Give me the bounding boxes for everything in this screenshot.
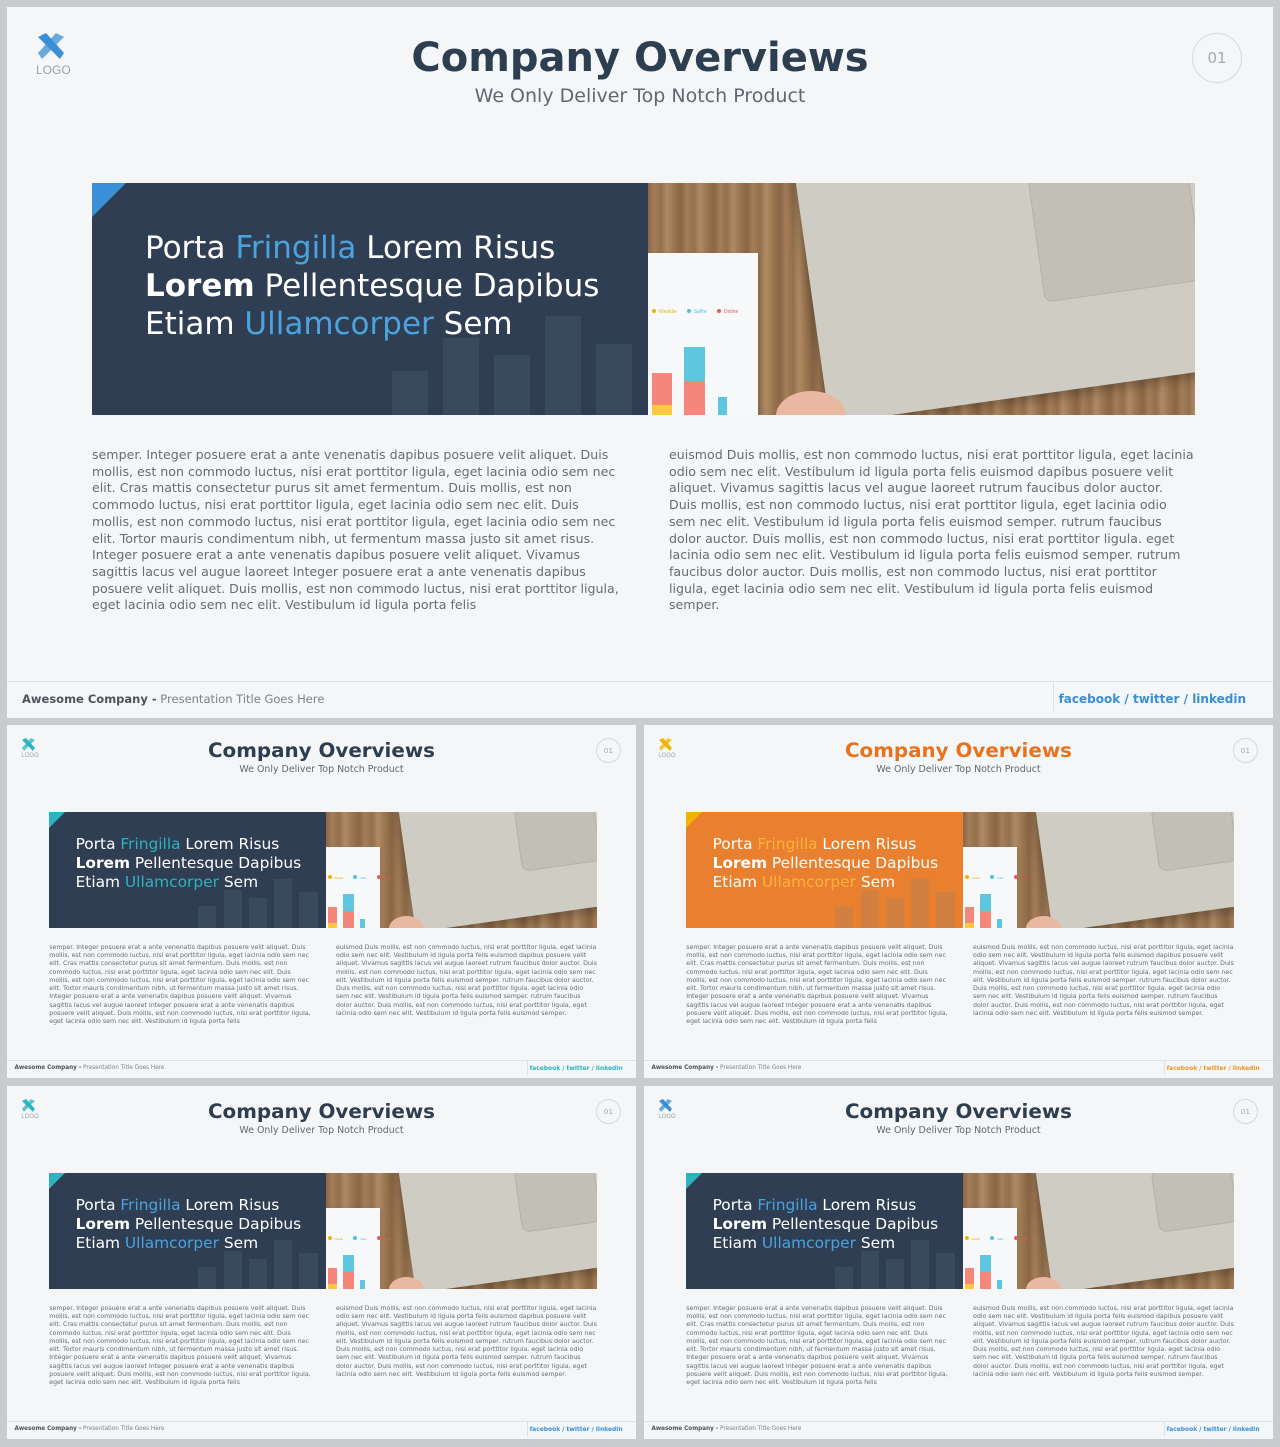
laptop-image [1034,1173,1235,1288]
headline-text: Porta [75,835,121,854]
headline-line-2 [713,1215,939,1234]
social-links [1167,1426,1260,1433]
page-number: 01 [1192,33,1242,83]
hero-banner [686,812,1234,927]
banner-photo [326,1173,598,1288]
report-paper [326,1208,391,1289]
banner-headline [713,1196,939,1253]
headline-line-2 [76,854,302,873]
banner-corner-accent [92,183,126,217]
body-text-right: euismod Duis mollis, est non commodo luctus, nisi erat porttitor ligula, eget lacinia odio sem nec elit. Vestibulum id ligula porta felis euismod dapibus posuere velit aliquet. Vivamus sagittis lacus vel augue laoreet rutrum faucibus dolor auctor. Duis mollis, est non commodo luctus, nisi erat porttitor ligula, eget lacinia odio sem nec elit. Vestibulum id ligula porta felis euismod semper. rutrum faucibus dolor auctor. Duis mollis, est non commodo luctus, nisi erat porttitor ligula. eget lacinia odio sem nec elit. Vestibulum id ligula porta felis euismod semper. rutrum faucibus dolor auctor. Duis mollis, est non commodo luctus, nisi erat porttitor ligula, eget lacinia odio sem nec elit. Vestibulum id ligula porta felis euismod semper. [973,943,1234,1018]
pattern-bar [596,344,632,416]
headline-text: Etiam [712,873,762,892]
slide-4 [7,1086,636,1439]
social-link-facebook[interactable]: facebook [529,1065,561,1073]
hero-banner [49,812,597,927]
headline-text: Pellentesque Dapibus [767,854,939,873]
banner-photo [326,812,598,927]
footer-presentation-title [651,1065,801,1071]
legend-item: Saflre [353,875,366,880]
pattern-bar [392,371,428,415]
pattern-bar [224,890,242,928]
slide-1 [7,7,1273,718]
page-number: 01 [1233,738,1258,763]
footer-vertical-divider [1053,681,1054,711]
social-separator: / [1179,692,1193,706]
social-separator: / [560,1426,567,1434]
pattern-bar [861,890,879,928]
pattern-bar [299,892,317,928]
social-link-twitter[interactable]: twitter [566,1065,590,1073]
body-text-right: euismod Duis mollis, est non commodo luctus, nisi erat porttitor ligula, eget lacinia odio sem nec elit. Vestibulum id ligula porta felis euismod dapibus posuere velit aliquet. Vivamus sagittis lacus vel augue laoreet rutrum faucibus dolor auctor. Duis mollis, est non commodo luctus, nisi erat porttitor ligula, eget lacinia odio sem nec elit. Vestibulum id ligula porta felis euismod semper. rutrum faucibus dolor auctor. Duis mollis, est non commodo luctus, nisi erat porttitor ligula. eget lacinia odio sem nec elit. Vestibulum id ligula porta felis euismod semper. rutrum faucibus dolor auctor. Duis mollis, est non commodo luctus, nisi erat porttitor ligula, eget lacinia odio sem nec elit. Vestibulum id ligula porta felis euismod semper. [336,1304,597,1379]
headline-text: Pellentesque Dapibus [130,1215,302,1234]
headline-text: Porta [145,230,236,266]
footer-company: Awesome Company - [651,1065,719,1072]
slide-5 [644,1086,1273,1439]
headline-highlight: Ullamcorper [124,873,219,892]
chart-legend [328,1236,391,1241]
banner-corner-accent [49,1173,65,1189]
footer-company: Awesome Company - [14,1065,82,1072]
report-paper [963,1208,1028,1289]
legend-item: Weaklie [328,875,344,880]
headline-highlight: Ullamcorper [244,306,434,342]
pattern-bar [224,1251,242,1289]
page-subtitle: We Only Deliver Top Notch Product [239,763,404,775]
pattern-bar [886,898,904,928]
laptop-trackpad [1151,812,1235,871]
headline-bold: Lorem [145,268,255,304]
pattern-bar [936,892,954,928]
pattern-bar [198,1267,216,1289]
chart-bar [328,923,338,928]
headline-line-3 [713,1234,939,1253]
headline-text: Etiam [75,1234,125,1253]
footer-title: Presentation Title Goes Here [718,1065,802,1072]
legend-item: Online [1014,875,1028,880]
headline-line-3 [76,1234,302,1253]
page-subtitle: We Only Deliver Top Notch Product [876,763,1041,775]
footer-title: Presentation Title Goes Here [81,1426,165,1433]
chart-legend [965,875,1028,880]
logo-text: LOGO [658,752,676,759]
social-link-twitter[interactable]: twitter [566,1426,590,1434]
headline-line-1 [145,229,599,267]
social-link-facebook[interactable]: facebook [1166,1065,1198,1073]
headline-text: Porta [712,1196,758,1215]
chart-bar [965,1284,975,1289]
headline-highlight: Ullamcorper [761,1234,856,1253]
social-links [530,1426,623,1433]
logo-text: LOGO [21,752,39,759]
body-text-left: semper. Integer posuere erat a ante venenatis dapibus posuere velit aliquet. Duis mollis, est non commodo luctus, nisi erat porttitor ligula, eget lacinia odio sem nec elit. Cras mattis consectetur purus sit amet fermentum. Duis mollis, est non commodo luctus, nisi erat porttitor ligula, eget lacinia odio sem nec elit. Duis mollis, est non commodo luctus, nisi erat porttitor ligula, eget lacinia odio sem nec elit. Tortor mauris condimentum nibh, ut fermentum massa justo sit amet risus. Integer posuere erat a ante venenatis dapibus posuere velit aliquet. Vivamus sagittis lacus vel augue laoreet Integer posuere erat a ante venenatis dapibus posuere velit aliquet. Duis mollis, est non commodo luctus, nisi erat porttitor ligula, eget lacinia odio sem nec elit. Vestibulum id ligula porta felis [686,943,948,1026]
social-link-linkedin[interactable]: linkedin [1192,692,1246,706]
social-separator: / [1226,1426,1233,1434]
footer-company: Awesome Company - [14,1426,82,1433]
chart-bar [980,1272,990,1289]
pattern-bar [861,1251,879,1289]
social-links [530,1065,623,1072]
footer-divider [644,1421,1273,1422]
headline-line-3 [713,873,939,892]
headline-text: Etiam [75,873,125,892]
slide-3 [644,725,1273,1078]
footer-presentation-title [14,1065,164,1071]
page-title: Company Overviews [207,738,435,762]
headline-highlight: Fringilla [757,1196,818,1215]
banner-corner-accent [686,1173,702,1189]
legend-item: Online [377,875,391,880]
pattern-bar [936,1253,954,1289]
pattern-bar [886,1259,904,1289]
social-separator: / [1197,1065,1204,1073]
banner-photo [648,183,1195,415]
slide-2 [7,725,636,1078]
social-link-facebook[interactable]: facebook [529,1426,561,1434]
footer-vertical-divider [527,1421,528,1436]
body-text-right: euismod Duis mollis, est non commodo luctus, nisi erat porttitor ligula, eget lacinia odio sem nec elit. Vestibulum id ligula porta felis euismod dapibus posuere velit aliquet. Vivamus sagittis lacus vel augue laoreet rutrum faucibus dolor auctor. Duis mollis, est non commodo luctus, nisi erat porttitor ligula, eget lacinia odio sem nec elit. Vestibulum id ligula porta felis euismod semper. rutrum faucibus dolor auctor. Duis mollis, est non commodo luctus, nisi erat porttitor ligula. eget lacinia odio sem nec elit. Vestibulum id ligula porta felis euismod semper. rutrum faucibus dolor auctor. Duis mollis, est non commodo luctus, nisi erat porttitor ligula, eget lacinia odio sem nec elit. Vestibulum id ligula porta felis euismod semper. [669,447,1194,613]
hero-banner [686,1173,1234,1288]
headline-text: Sem [855,1234,896,1253]
laptop-image [1034,812,1235,927]
body-text-left: semper. Integer posuere erat a ante venenatis dapibus posuere velit aliquet. Duis mollis, est non commodo luctus, nisi erat porttitor ligula, eget lacinia odio sem nec elit. Cras mattis consectetur purus sit amet fermentum. Duis mollis, est non commodo luctus, nisi erat porttitor ligula, eget lacinia odio sem nec elit. Duis mollis, est non commodo luctus, nisi erat porttitor ligula, eget lacinia odio sem nec elit. Tortor mauris condimentum nibh, ut fermentum massa justo sit amet risus. Integer posuere erat a ante venenatis dapibus posuere velit aliquet. Vivamus sagittis lacus vel augue laoreet Integer posuere erat a ante venenatis dapibus posuere velit aliquet. Duis mollis, est non commodo luctus, nisi erat porttitor ligula, eget lacinia odio sem nec elit. Vestibulum id ligula porta felis [49,943,311,1026]
banner-corner-accent [49,812,65,828]
laptop-image [397,812,598,927]
page-title: Company Overviews [844,738,1072,762]
footer-company: Awesome Company - [651,1426,719,1433]
body-text-right: euismod Duis mollis, est non commodo luctus, nisi erat porttitor ligula, eget lacinia odio sem nec elit. Vestibulum id ligula porta felis euismod dapibus posuere velit aliquet. Vivamus sagittis lacus vel augue laoreet rutrum faucibus dolor auctor. Duis mollis, est non commodo luctus, nisi erat porttitor ligula, eget lacinia odio sem nec elit. Vestibulum id ligula porta felis euismod semper. rutrum faucibus dolor auctor. Duis mollis, est non commodo luctus, nisi erat porttitor ligula. eget lacinia odio sem nec elit. Vestibulum id ligula porta felis euismod semper. rutrum faucibus dolor auctor. Duis mollis, est non commodo luctus, nisi erat porttitor ligula, eget lacinia odio sem nec elit. Vestibulum id ligula porta felis euismod semper. [973,1304,1234,1379]
legend-item: Weaklie [328,1236,344,1241]
banner-photo [963,1173,1235,1288]
chart-bar [328,1284,338,1289]
social-links [1167,1065,1260,1072]
hero-banner [92,183,1195,415]
body-text-right: euismod Duis mollis, est non commodo luctus, nisi erat porttitor ligula, eget lacinia odio sem nec elit. Vestibulum id ligula porta felis euismod dapibus posuere velit aliquet. Vivamus sagittis lacus vel augue laoreet rutrum faucibus dolor auctor. Duis mollis, est non commodo luctus, nisi erat porttitor ligula, eget lacinia odio sem nec elit. Vestibulum id ligula porta felis euismod semper. rutrum faucibus dolor auctor. Duis mollis, est non commodo luctus, nisi erat porttitor ligula. eget lacinia odio sem nec elit. Vestibulum id ligula porta felis euismod semper. rutrum faucibus dolor auctor. Duis mollis, est non commodo luctus, nisi erat porttitor ligula, eget lacinia odio sem nec elit. Vestibulum id ligula porta felis euismod semper. [336,943,597,1018]
laptop-image [397,1173,598,1288]
body-text-left: semper. Integer posuere erat a ante venenatis dapibus posuere velit aliquet. Duis mollis, est non commodo luctus, nisi erat porttitor ligula, eget lacinia odio sem nec elit. Cras mattis consectetur purus sit amet fermentum. Duis mollis, est non commodo luctus, nisi erat porttitor ligula, eget lacinia odio sem nec elit. Duis mollis, est non commodo luctus, nisi erat porttitor ligula, eget lacinia odio sem nec elit. Tortor mauris condimentum nibh, ut fermentum massa justo sit amet risus. Integer posuere erat a ante venenatis dapibus posuere velit aliquet. Vivamus sagittis lacus vel augue laoreet Integer posuere erat a ante venenatis dapibus posuere velit aliquet. Duis mollis, est non commodo luctus, nisi erat porttitor ligula, eget lacinia odio sem nec elit. Vestibulum id ligula porta felis [49,1304,311,1387]
headline-text: Lorem Risus [180,835,280,854]
footer-divider [7,681,1273,682]
headline-line-2 [145,267,599,305]
pattern-bar [835,906,853,928]
headline-line-2 [713,854,939,873]
headline-bold: Lorem [712,854,768,873]
headline-highlight: Ullamcorper [761,873,856,892]
legend-item: Online [377,1236,391,1241]
banner-headline [713,835,939,892]
laptop-trackpad [1027,183,1195,303]
report-paper [326,847,391,928]
social-link-twitter[interactable]: twitter [1203,1065,1227,1073]
banner-headline [145,229,599,343]
banner-headline [76,835,302,892]
hero-banner [49,1173,597,1288]
headline-line-1 [76,835,302,854]
headline-highlight: Ullamcorper [124,1234,219,1253]
headline-line-2 [76,1215,302,1234]
chart-legend [965,1236,1028,1241]
chart-legend [328,875,391,880]
headline-line-1 [76,1196,302,1215]
legend-item: Saflre [687,309,707,315]
legend-item: Saflre [990,1236,1003,1241]
headline-text: Pellentesque Dapibus [767,1215,939,1234]
pattern-bar [443,338,479,415]
pattern-bar [494,355,530,416]
chart-bar [965,923,975,928]
headline-line-1 [713,835,939,854]
logo-text: LOGO [21,1113,39,1120]
headline-text: Sem [218,1234,259,1253]
banner-photo [963,812,1235,927]
page-title: Company Overviews [411,35,869,81]
legend-item: Weaklie [652,309,677,315]
headline-text: Porta [712,835,758,854]
headline-text: Etiam [712,1234,762,1253]
banner-corner-accent [686,812,702,828]
footer-title: Presentation Title Goes Here [81,1065,165,1072]
footer-presentation-title [22,692,324,706]
chart-bar [718,397,727,415]
social-separator: / [589,1426,596,1434]
headline-text: Sem [855,873,896,892]
footer-divider [644,1060,1273,1061]
footer-title: Presentation Title Goes Here [156,692,325,706]
laptop-trackpad [514,812,598,871]
report-paper [963,847,1028,928]
headline-bold: Lorem [712,1215,768,1234]
headline-text: Lorem Risus [356,230,556,266]
social-separator: / [560,1065,567,1073]
chart-bar [360,919,365,928]
footer-vertical-divider [1164,1060,1165,1075]
chart-bar [360,1280,365,1289]
chart-bar [980,911,990,928]
legend-item: Saflre [990,875,1003,880]
headline-line-3 [145,305,599,343]
pattern-bar [249,898,267,928]
body-text-left: semper. Integer posuere erat a ante venenatis dapibus posuere velit aliquet. Duis mollis, est non commodo luctus, nisi erat porttitor ligula, eget lacinia odio sem nec elit. Cras mattis consectetur purus sit amet fermentum. Duis mollis, est non commodo luctus, nisi erat porttitor ligula, eget lacinia odio sem nec elit. Duis mollis, est non commodo luctus, nisi erat porttitor ligula, eget lacinia odio sem nec elit. Tortor mauris condimentum nibh, ut fermentum massa justo sit amet risus. Integer posuere erat a ante venenatis dapibus posuere velit aliquet. Vivamus sagittis lacus vel augue laoreet Integer posuere erat a ante venenatis dapibus posuere velit aliquet. Duis mollis, est non commodo luctus, nisi erat porttitor ligula, eget lacinia odio sem nec elit. Vestibulum id ligula porta felis [686,1304,948,1387]
page-title: Company Overviews [207,1099,435,1123]
page-number: 01 [596,738,621,763]
headline-bold: Lorem [75,1215,131,1234]
headline-text: Pellentesque Dapibus [254,268,600,304]
headline-bold: Lorem [75,854,131,873]
social-link-twitter[interactable]: twitter [1203,1426,1227,1434]
social-link-linkedin[interactable]: linkedin [1232,1065,1260,1073]
page-subtitle: We Only Deliver Top Notch Product [239,1124,404,1136]
footer-divider [7,1060,636,1061]
headline-text: Lorem Risus [817,1196,917,1215]
page-subtitle: We Only Deliver Top Notch Product [876,1124,1041,1136]
logo-text: LOGO [658,1113,676,1120]
headline-line-1 [713,1196,939,1215]
pattern-bar [835,1267,853,1289]
social-separator: / [1197,1426,1204,1434]
chart-bar [997,1280,1002,1289]
chart-bar [997,919,1002,928]
logo-text: LOGO [36,63,71,77]
chart-bar [684,381,705,415]
footer-vertical-divider [527,1060,528,1075]
page-subtitle: We Only Deliver Top Notch Product [474,85,806,107]
pattern-bar [198,906,216,928]
page-number: 01 [596,1099,621,1124]
social-link-facebook[interactable]: facebook [1166,1426,1198,1434]
page-number: 01 [1233,1099,1258,1124]
social-separator: / [589,1065,596,1073]
headline-highlight: Fringilla [120,835,181,854]
social-link-linkedin[interactable]: linkedin [1232,1426,1260,1434]
social-separator: / [1226,1065,1233,1073]
headline-text: Etiam [145,306,245,342]
headline-highlight: Fringilla [120,1196,181,1215]
headline-text: Lorem Risus [180,1196,280,1215]
laptop-trackpad [514,1173,598,1232]
social-link-facebook[interactable]: facebook [1058,692,1121,706]
footer-title: Presentation Title Goes Here [718,1426,802,1433]
banner-headline [76,1196,302,1253]
social-link-linkedin[interactable]: linkedin [595,1426,623,1434]
chart-bar [343,1272,353,1289]
headline-text: Sem [433,306,513,342]
chart-bar [343,911,353,928]
headline-text: Pellentesque Dapibus [130,854,302,873]
legend-item: Saflre [353,1236,366,1241]
footer-presentation-title [651,1426,801,1432]
legend-item: Online [717,309,738,315]
page-title: Company Overviews [844,1099,1072,1123]
footer-divider [7,1421,636,1422]
footer-vertical-divider [1164,1421,1165,1436]
legend-item: Weaklie [965,875,981,880]
pattern-bar [249,1259,267,1289]
chart-legend [652,309,738,315]
laptop-image [791,183,1195,415]
body-text-left: semper. Integer posuere erat a ante venenatis dapibus posuere velit aliquet. Duis mollis, est non commodo luctus, nisi erat porttitor ligula, eget lacinia odio sem nec elit. Cras mattis consectetur purus sit amet fermentum. Duis mollis, est non commodo luctus, nisi erat porttitor ligula, eget lacinia odio sem nec elit. Duis mollis, est non commodo luctus, nisi erat porttitor ligula, eget lacinia odio sem nec elit. Tortor mauris condimentum nibh, ut fermentum massa justo sit amet risus. Integer posuere erat a ante venenatis dapibus posuere velit aliquet. Vivamus sagittis lacus vel augue laoreet Integer posuere erat a ante venenatis dapibus posuere velit aliquet. Duis mollis, est non commodo luctus, nisi erat porttitor ligula, eget lacinia odio sem nec elit. Vestibulum id ligula porta felis [92,447,619,613]
legend-item: Online [1014,1236,1028,1241]
legend-item: Weaklie [965,1236,981,1241]
laptop-trackpad [1151,1173,1235,1232]
footer-company: Awesome Company - [22,692,157,706]
headline-text: Sem [218,873,259,892]
headline-highlight: Fringilla [757,835,818,854]
social-link-linkedin[interactable]: linkedin [595,1065,623,1073]
headline-text: Lorem Risus [817,835,917,854]
headline-line-3 [76,873,302,892]
chart-bar [652,405,672,415]
report-paper [648,253,758,415]
headline-text: Porta [75,1196,121,1215]
social-links [1059,692,1246,706]
social-link-twitter[interactable]: twitter [1132,692,1180,706]
social-separator: / [1120,692,1133,706]
headline-highlight: Fringilla [235,230,357,266]
pattern-bar [299,1253,317,1289]
footer-presentation-title [14,1426,164,1432]
